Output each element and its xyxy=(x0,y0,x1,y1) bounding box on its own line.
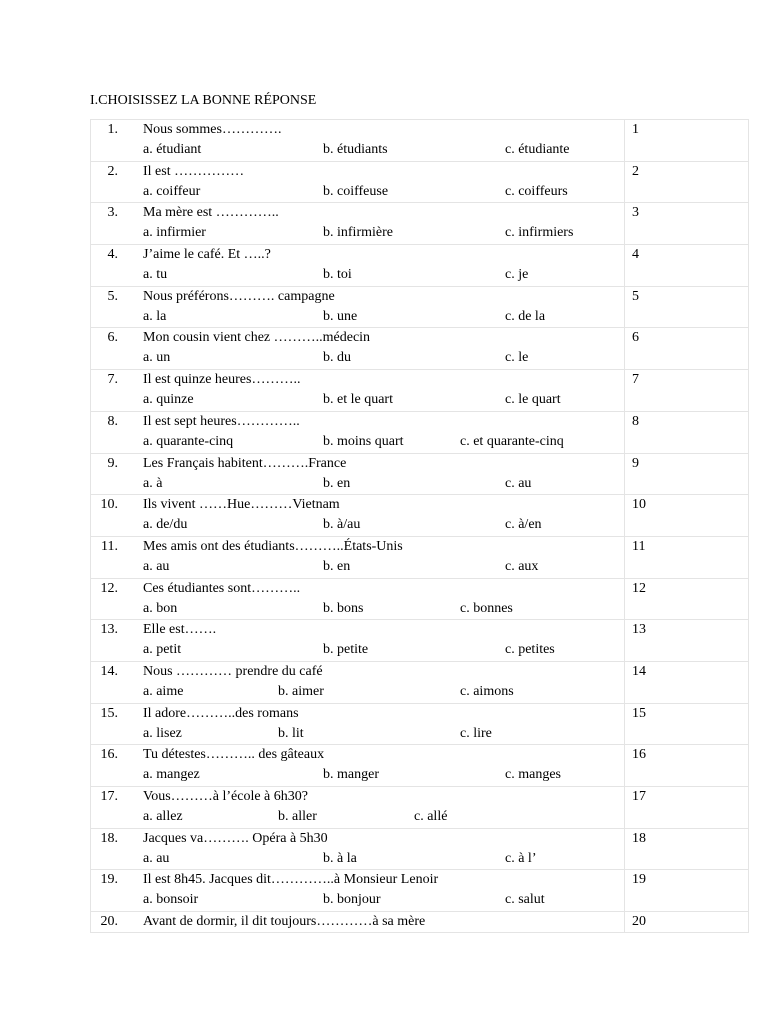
question-line xyxy=(91,787,624,807)
question-number: 4. xyxy=(107,247,118,263)
page-title: I.CHOISISSEZ LA BONNE RÉPONSE xyxy=(90,93,317,108)
answer-options xyxy=(91,765,624,785)
answer-options xyxy=(91,515,624,535)
question-number: 18. xyxy=(100,830,118,846)
question-line xyxy=(91,162,624,182)
option-a[interactable]: a. au xyxy=(143,850,170,866)
question-row xyxy=(91,828,749,870)
option-b[interactable]: b. et le quart xyxy=(323,392,393,408)
question-text: Vous………à l’école à 6h30? xyxy=(143,789,308,804)
answer-number-cell: 1 xyxy=(625,120,749,162)
option-b[interactable]: b. lit xyxy=(278,725,304,741)
question-cell xyxy=(91,161,625,203)
question-text: Ils vivent ……Hue………Vietnam xyxy=(143,497,340,513)
question-line xyxy=(91,328,624,348)
question-row xyxy=(91,453,749,495)
question-text: Tu détestes……….. des gâteaux xyxy=(143,747,325,763)
question-row xyxy=(91,495,749,537)
option-a[interactable]: a. mangez xyxy=(143,767,200,783)
option-b[interactable]: b. aller xyxy=(278,809,317,824)
question-row xyxy=(91,578,749,620)
answer-number-cell: 18 xyxy=(625,828,749,870)
answer-number-cell: 12 xyxy=(625,578,749,620)
question-line xyxy=(91,662,624,682)
question-number: 3. xyxy=(107,205,118,221)
answer-options xyxy=(91,182,624,202)
option-b[interactable]: b. à la xyxy=(323,850,357,866)
option-c[interactable]: c. salut xyxy=(505,892,545,908)
option-a[interactable]: a. un xyxy=(143,350,171,366)
question-row xyxy=(91,536,749,578)
question-number: 19. xyxy=(100,872,118,888)
question-line xyxy=(91,245,624,265)
option-a[interactable]: a. bon xyxy=(143,600,178,616)
question-line xyxy=(91,454,624,474)
answer-options xyxy=(91,557,624,577)
answer-options xyxy=(91,890,624,910)
option-b[interactable]: b. infirmière xyxy=(323,225,393,241)
answer-number-cell: 14 xyxy=(625,661,749,703)
question-number: 13. xyxy=(100,622,118,638)
answer-options xyxy=(91,140,624,160)
option-a[interactable]: a. quinze xyxy=(143,392,194,408)
option-b[interactable]: b. une xyxy=(323,308,358,324)
question-line xyxy=(91,870,624,890)
question-text: Nous ………… prendre du café xyxy=(143,663,323,679)
option-c[interactable]: c. à/en xyxy=(505,517,542,533)
question-number: 1. xyxy=(107,122,118,137)
option-a[interactable]: a. aime xyxy=(143,683,184,699)
answer-options xyxy=(91,849,624,869)
question-row xyxy=(91,203,749,245)
question-row xyxy=(91,745,749,787)
question-cell xyxy=(91,245,625,287)
answer-options xyxy=(91,223,624,243)
question-text: Nous sommes…………. xyxy=(143,122,282,137)
answer-number-cell: 5 xyxy=(625,286,749,328)
question-text: Elle est……. xyxy=(143,622,217,638)
option-c[interactable]: c. le xyxy=(505,350,529,366)
answer-options xyxy=(91,682,624,702)
question-row xyxy=(91,703,749,745)
question-line xyxy=(91,620,624,640)
answer-options xyxy=(91,432,624,452)
answer-options xyxy=(91,640,624,660)
answer-number-cell: 8 xyxy=(625,411,749,453)
question-row xyxy=(91,370,749,412)
question-text: Les Français habitent……….France xyxy=(143,455,347,471)
answer-number-cell: 4 xyxy=(625,245,749,287)
question-cell xyxy=(91,203,625,245)
option-c[interactable]: c. je xyxy=(505,267,529,283)
question-line xyxy=(91,912,624,932)
option-a[interactable]: a. à xyxy=(143,475,163,491)
question-number: 6. xyxy=(107,330,118,346)
option-c[interactable]: c. au xyxy=(505,475,532,491)
option-a[interactable]: a. allez xyxy=(143,809,183,824)
answer-number-cell: 19 xyxy=(625,870,749,912)
option-b[interactable]: b. petite xyxy=(323,642,369,658)
answer-number-cell: 3 xyxy=(625,203,749,245)
question-line xyxy=(91,537,624,557)
question-line xyxy=(91,579,624,599)
question-row xyxy=(91,870,749,912)
answer-number-cell: 10 xyxy=(625,495,749,537)
question-text: Ma mère est ………….. xyxy=(143,205,279,221)
question-line xyxy=(91,370,624,390)
question-cell xyxy=(91,745,625,787)
question-cell xyxy=(91,578,625,620)
option-c[interactable]: c. le quart xyxy=(505,392,561,408)
question-cell xyxy=(91,661,625,703)
question-line xyxy=(91,287,624,307)
option-b[interactable]: b. à/au xyxy=(323,517,361,533)
option-c[interactable]: c. infirmiers xyxy=(505,225,574,241)
option-b[interactable]: b. étudiants xyxy=(323,142,388,157)
question-text: Il est quinze heures……….. xyxy=(143,372,301,388)
option-a[interactable]: a. bonsoir xyxy=(143,892,199,908)
option-b[interactable]: b. aimer xyxy=(278,683,324,699)
question-number: 12. xyxy=(100,580,118,596)
option-b[interactable]: b. du xyxy=(323,350,351,366)
answer-number-cell: 17 xyxy=(625,787,749,829)
question-number: 9. xyxy=(107,455,118,471)
question-line xyxy=(91,412,624,432)
answer-number-cell: 11 xyxy=(625,536,749,578)
question-cell xyxy=(91,620,625,662)
option-a[interactable]: a. quarante-cinq xyxy=(143,433,234,449)
option-c[interactable]: c. petites xyxy=(505,642,555,658)
question-number: 10. xyxy=(100,497,118,513)
option-a[interactable]: a. la xyxy=(143,308,167,324)
question-line xyxy=(91,120,624,140)
question-line xyxy=(91,704,624,724)
question-text: J’aime le café. Et …..? xyxy=(143,247,271,263)
question-row xyxy=(91,161,749,203)
answer-options xyxy=(91,307,624,327)
question-text: Il adore………..des romans xyxy=(143,705,299,721)
answer-options xyxy=(91,807,624,827)
option-c[interactable]: c. aimons xyxy=(460,683,514,699)
question-row xyxy=(91,411,749,453)
option-a[interactable]: a. coiffeur xyxy=(143,183,201,199)
question-text: Avant de dormir, il dit toujours…………à sa mère xyxy=(143,914,426,930)
question-number: 2. xyxy=(107,163,118,179)
question-row xyxy=(91,787,749,829)
option-b[interactable]: b. bonjour xyxy=(323,892,381,908)
question-cell xyxy=(91,787,625,829)
answer-options xyxy=(91,348,624,368)
quiz-table-body xyxy=(91,120,749,933)
question-line xyxy=(91,495,624,515)
question-cell xyxy=(91,453,625,495)
question-line xyxy=(91,203,624,223)
option-b[interactable]: b. bons xyxy=(323,600,364,616)
answer-number-cell: 2 xyxy=(625,161,749,203)
answer-options xyxy=(91,724,624,744)
option-b[interactable]: b. manger xyxy=(323,767,379,783)
question-line xyxy=(91,745,624,765)
question-cell xyxy=(91,912,625,933)
question-text: Il est …………… xyxy=(143,163,245,179)
option-a[interactable]: a. infirmier xyxy=(143,225,206,241)
question-number: 20. xyxy=(100,914,118,930)
question-cell xyxy=(91,495,625,537)
option-c[interactable]: c. aux xyxy=(505,558,539,574)
question-text: Il est sept heures………….. xyxy=(143,413,300,429)
question-row xyxy=(91,912,749,933)
answer-number-cell: 20 xyxy=(625,912,749,933)
answer-number-cell: 6 xyxy=(625,328,749,370)
question-number: 11. xyxy=(101,538,118,554)
question-text: Nous préférons………. campagne xyxy=(143,288,335,304)
question-number: 15. xyxy=(100,705,118,721)
option-b[interactable]: b. en xyxy=(323,558,351,574)
answer-number-cell: 9 xyxy=(625,453,749,495)
question-cell xyxy=(91,828,625,870)
question-row xyxy=(91,286,749,328)
question-number: 14. xyxy=(100,663,118,679)
question-text: Jacques va………. Opéra à 5h30 xyxy=(143,830,328,846)
answer-number-cell: 13 xyxy=(625,620,749,662)
option-c[interactable]: c. coiffeurs xyxy=(505,183,568,199)
answer-options xyxy=(91,599,624,619)
question-number: 8. xyxy=(107,413,118,429)
option-a[interactable]: a. étudiant xyxy=(143,142,202,157)
question-cell xyxy=(91,411,625,453)
option-c[interactable]: c. allé xyxy=(414,809,448,824)
option-c[interactable]: c. de la xyxy=(505,308,546,324)
option-a[interactable]: a. petit xyxy=(143,642,182,658)
answer-number-cell: 7 xyxy=(625,370,749,412)
question-row xyxy=(91,120,749,162)
question-line xyxy=(91,829,624,849)
question-row xyxy=(91,661,749,703)
question-row xyxy=(91,620,749,662)
question-cell xyxy=(91,286,625,328)
question-text: Mes amis ont des étudiants………..États-Unis xyxy=(143,538,403,554)
option-c[interactable]: c. bonnes xyxy=(460,600,513,616)
question-cell xyxy=(91,120,625,162)
question-number: 17. xyxy=(100,789,118,804)
option-c[interactable]: c. à l’ xyxy=(505,850,537,866)
question-text: Mon cousin vient chez ………..médecin xyxy=(143,330,371,346)
question-cell xyxy=(91,703,625,745)
option-a[interactable]: a. au xyxy=(143,558,170,574)
option-b[interactable]: b. en xyxy=(323,475,351,491)
question-number: 16. xyxy=(100,747,118,763)
question-cell xyxy=(91,370,625,412)
question-cell xyxy=(91,328,625,370)
option-b[interactable]: b. toi xyxy=(323,267,352,283)
answer-number-cell: 15 xyxy=(625,703,749,745)
answer-number-cell: 16 xyxy=(625,745,749,787)
option-c[interactable]: c. et quarante-cinq xyxy=(460,433,564,449)
option-b[interactable]: b. coiffeuse xyxy=(323,183,389,199)
question-text: Ces étudiantes sont……….. xyxy=(143,580,301,596)
option-a[interactable]: a. de/du xyxy=(143,517,188,533)
question-text: Il est 8h45. Jacques dit…………..à Monsieur Lenoir xyxy=(143,872,439,888)
answer-options xyxy=(91,474,624,494)
quiz-table xyxy=(90,119,749,933)
option-c[interactable]: c. manges xyxy=(505,767,561,783)
question-number: 5. xyxy=(107,288,118,304)
question-row xyxy=(91,328,749,370)
option-a[interactable]: a. tu xyxy=(143,267,168,283)
option-a[interactable]: a. lisez xyxy=(143,725,182,741)
question-cell xyxy=(91,870,625,912)
question-cell xyxy=(91,536,625,578)
question-number: 7. xyxy=(107,372,118,388)
option-c[interactable]: c. lire xyxy=(460,725,492,741)
option-b[interactable]: b. moins quart xyxy=(323,433,404,449)
answer-options xyxy=(91,390,624,410)
option-c[interactable]: c. étudiante xyxy=(505,142,570,157)
question-row xyxy=(91,245,749,287)
answer-options xyxy=(91,265,624,285)
